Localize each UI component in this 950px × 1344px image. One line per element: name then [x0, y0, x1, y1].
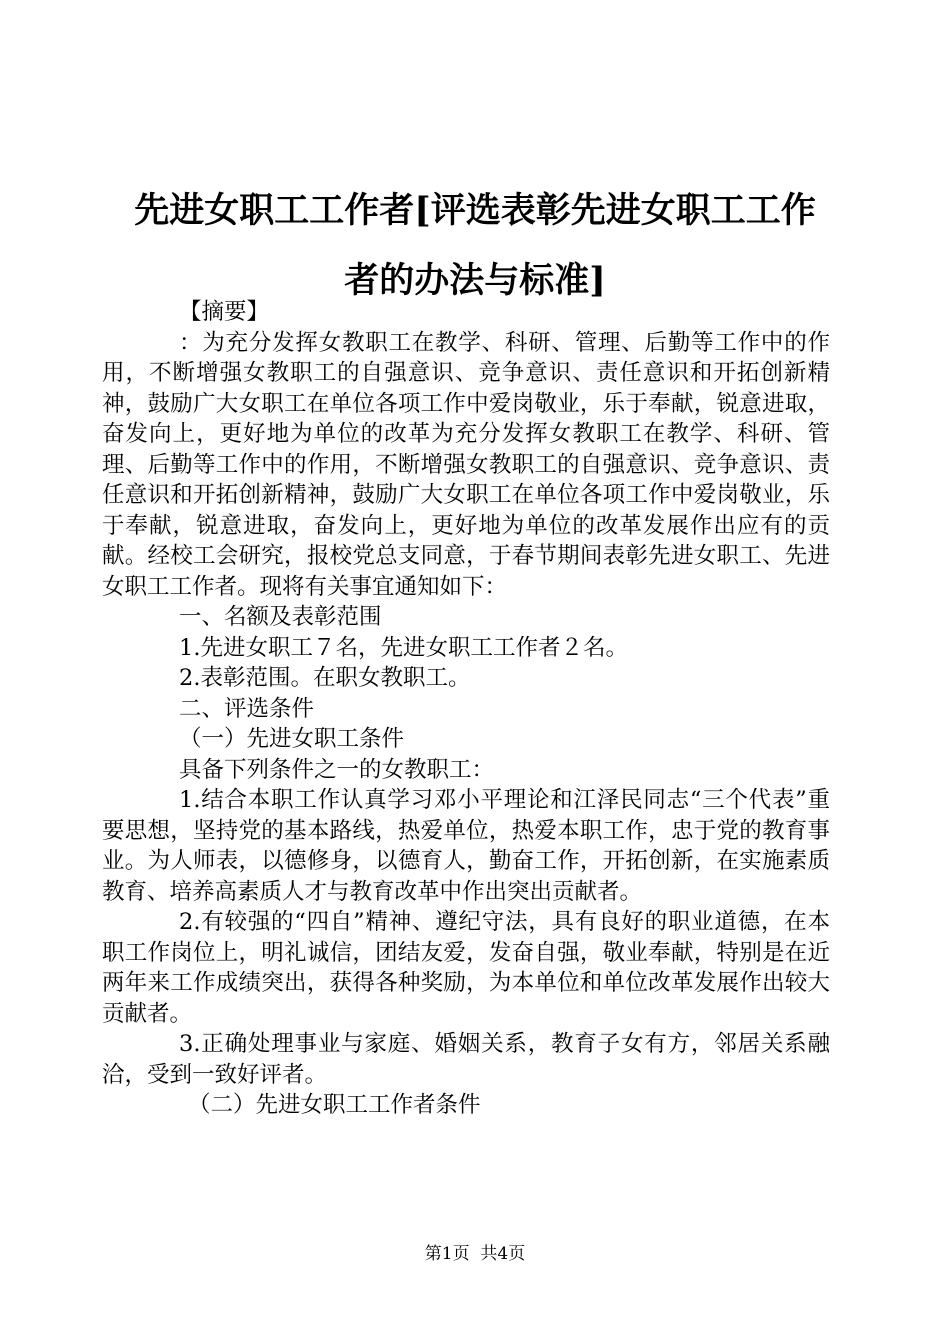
paragraph-criteria-2: 2.有较强的“四自”精神、遵纪守法，具有良好的职业道德，在本职工作岗位上，明礼诚信，团结友爱，发奋自强，敬业奉献，特别是在近两年来工作成绩突出，获得各种奖励，为本单位和单位改革发展作出较大贡献者。: [102, 909, 830, 1027]
page-footer: [0, 1242, 950, 1266]
section-heading-criteria: 二、评选条件: [179, 695, 315, 722]
paragraph-quota-1: 1.先进女职工７名，先进女职工工作者２名。: [179, 634, 628, 661]
subsection-heading-1: （一）先进女职工条件: [179, 726, 405, 752]
document-body: [102, 297, 830, 1121]
section-heading-quota: 一、名额及表彰范围: [179, 604, 382, 630]
page-number: 第1页 共4页: [424, 1244, 526, 1264]
paragraph-criteria-3: 3.正确处理事业与家庭、婚姻关系，教育子女有方，邻居关系融洽，受到一致好评者。: [102, 1031, 830, 1088]
title-line-1: 先进女职工工作者[评选表彰先进女职工工作: [134, 190, 816, 231]
subsection-heading-2: （二）先进女职工工作者条件: [188, 1092, 481, 1118]
paragraph-intro: ：为充分发挥女教职工在教学、科研、管理、后勤等工作中的作用，不断增强女教职工的自强意识、竞争意识、责任意识和开拓创新精神，鼓励广大女职工在单位各项工作中爱岗敬业，乐于奉献，锐意进取，奋发向上，更好地为单位的改革为充分发挥女教职工在教学、科研、管理、后勤等工作中的作用，不断增强女教职工的自强意识、竞争意识、责任意识和开拓创新精神，鼓励广大女职工在单位各项工作中爱岗敬业，乐于奉献，锐意进取，奋发向上，更好地为单位的改革发展作出应有的贡献。经校工会研究，报校党总支同意，于春节期间表彰先进女职工、先进女职工工作者。现将有关事宜通知如下：: [102, 329, 830, 600]
abstract-label: 【摘要】: [179, 299, 270, 325]
title-line-2: 者的办法与标准]: [344, 260, 606, 301]
paragraph-quota-2: 2.表彰范围。在职女教职工。: [179, 665, 471, 691]
document-title: [96, 176, 854, 316]
paragraph-criteria-1: 1.结合本职工作认真学习邓小平理论和江泽民同志“三个代表”重要思想，坚持党的基本路线，热爱单位，热爱本职工作，忠于党的教育事业。为人师表，以德修身，以德育人，勤奋工作，开拓创新，在实施素质教育、培养高素质人才与教育改革中作出突出贡献者。: [102, 787, 830, 905]
paragraph-criteria-lead: 具备下列条件之一的女教职工：: [179, 756, 495, 783]
